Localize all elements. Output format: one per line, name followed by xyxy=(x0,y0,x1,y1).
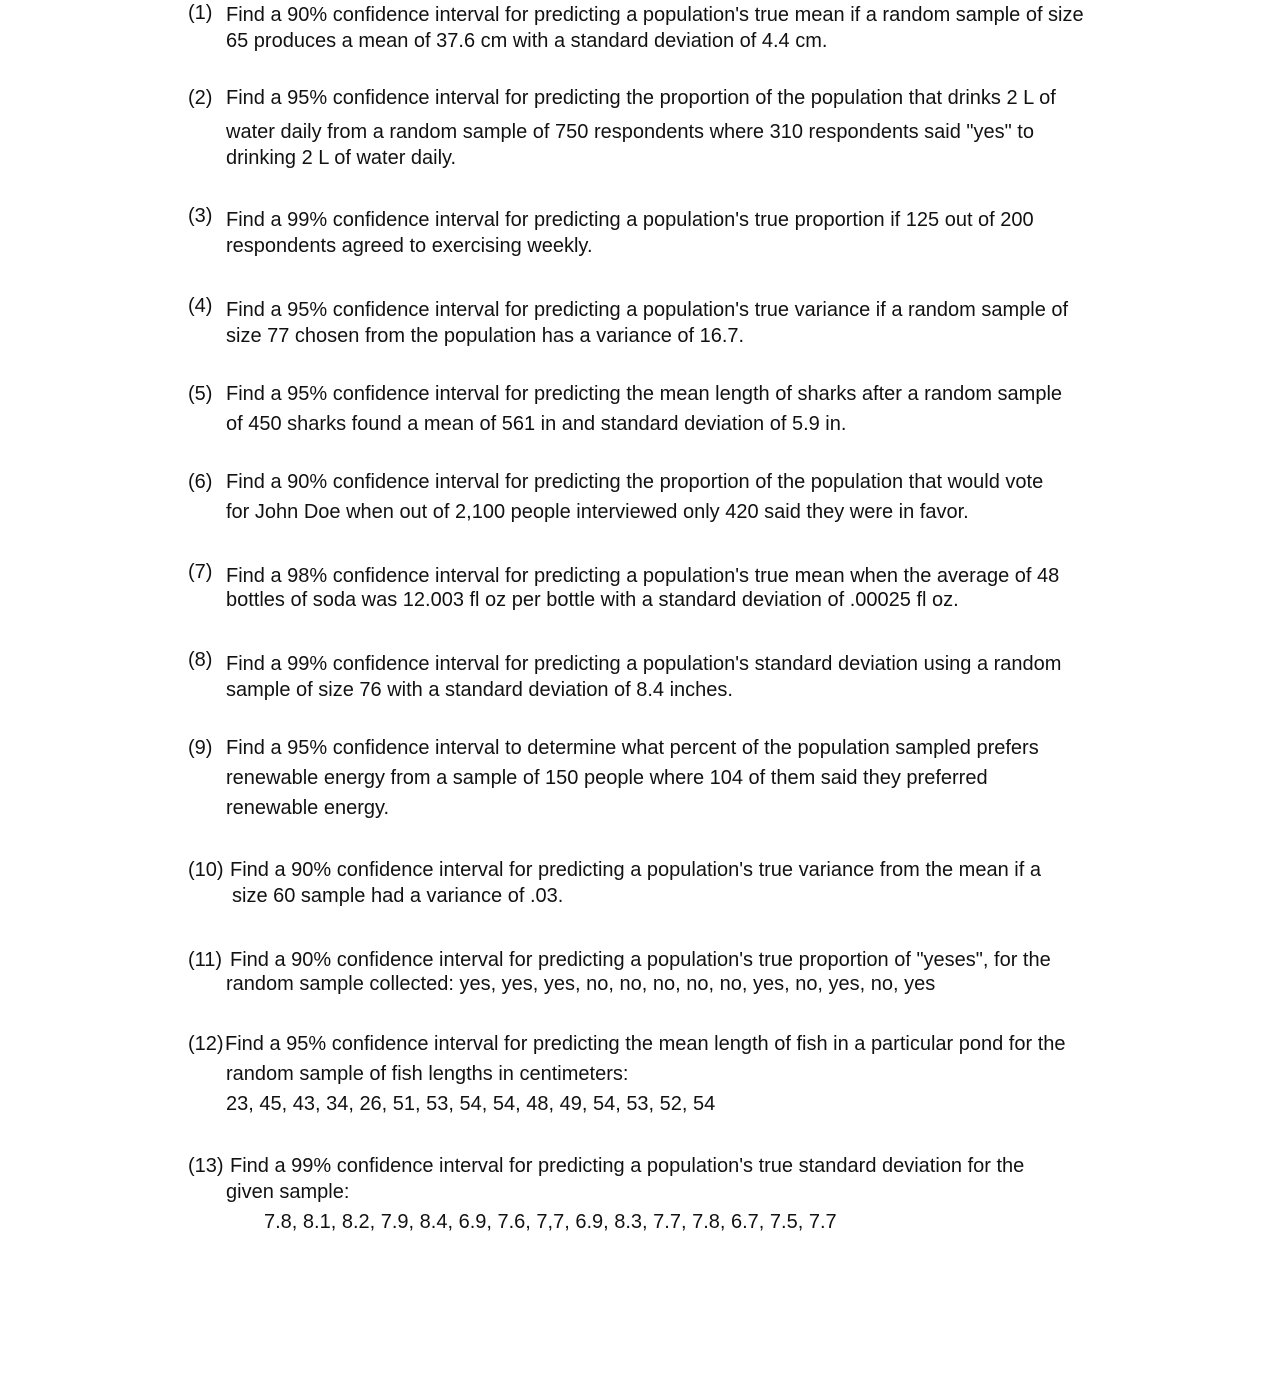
problem-text-line: water daily from a random sample of 750 respondents where 310 respondents said "yes" to xyxy=(226,121,1034,143)
problem-text-line: Find a 90% confidence interval for predicting a population's true mean if a random sample of size xyxy=(226,4,1084,26)
problem-text-line: Find a 99% confidence interval for predicting a population's true proportion if 125 out of 200 xyxy=(226,209,1034,231)
problem-text-line: renewable energy from a sample of 150 people where 104 of them said they preferred xyxy=(226,767,988,789)
problem-text-line: Find a 95% confidence interval for predicting the proportion of the population that drinks 2 L of xyxy=(226,87,1056,109)
problem-number: (2) xyxy=(188,87,213,109)
problem-text-line: random sample collected: yes, yes, yes, no, no, no, no, no, yes, no, yes, no, yes xyxy=(226,973,936,995)
problem-number: (11) xyxy=(188,949,223,971)
problem-number: (3) xyxy=(188,205,213,227)
problem-text-line: Find a 99% confidence interval for predicting a population's standard deviation using a random xyxy=(226,653,1062,675)
problem-text-line: renewable energy. xyxy=(226,797,390,819)
problem-number: (9) xyxy=(188,737,213,759)
problem-text-line: for John Doe when out of 2,100 people interviewed only 420 said they were in favor. xyxy=(226,501,969,523)
problem-text-line: Find a 95% confidence interval for predicting the mean length of fish in a particular pond for the xyxy=(225,1033,1066,1055)
sample-data-line: 7.8, 8.1, 8.2, 7.9, 8.4, 6.9, 7.6, 7,7, 6.9, 8.3, 7.7, 7.8, 6.7, 7.5, 7.7 xyxy=(264,1211,837,1233)
problem-text-line: size 60 sample had a variance of .03. xyxy=(232,885,564,907)
problem-text-line: Find a 95% confidence interval for predicting the mean length of sharks after a random sample xyxy=(226,383,1063,405)
problem-number: (6) xyxy=(188,471,213,493)
problem-text-line: Find a 95% confidence interval for predicting a population's true variance if a random sample of xyxy=(226,299,1069,321)
problem-text-line: drinking 2 L of water daily. xyxy=(226,147,457,169)
problem-text-line: Find a 90% confidence interval for predicting a population's true proportion of "yeses", for the xyxy=(230,949,1051,971)
problem-text-line: given sample: xyxy=(226,1181,350,1203)
problem-text-line: Find a 98% confidence interval for predicting a population's true mean when the average of 48 xyxy=(226,565,1060,587)
problem-number: (4) xyxy=(188,295,213,317)
problem-number: (8) xyxy=(188,649,213,671)
problem-text-line: of 450 sharks found a mean of 561 in and standard deviation of 5.9 in. xyxy=(226,413,847,435)
problem-number: (7) xyxy=(188,561,213,583)
problem-text-line: bottles of soda was 12.003 fl oz per bottle with a standard deviation of .00025 fl oz. xyxy=(226,589,959,611)
problem-text-line: random sample of fish lengths in centimeters: xyxy=(226,1063,629,1085)
problem-text-line: Find a 99% confidence interval for predicting a population's true standard deviation for the xyxy=(230,1155,1025,1177)
problem-number: (5) xyxy=(188,383,213,405)
problem-number: (10) xyxy=(188,859,224,881)
problem-text-line: size 77 chosen from the population has a variance of 16.7. xyxy=(226,325,745,347)
problem-text-line: Find a 90% confidence interval for predicting a population's true variance from the mean if a xyxy=(230,859,1041,881)
problem-number: (13) xyxy=(188,1155,224,1177)
problem-text-line: sample of size 76 with a standard deviation of 8.4 inches. xyxy=(226,679,733,701)
problem-number: (12) xyxy=(188,1033,224,1055)
problem-text-line: 65 produces a mean of 37.6 cm with a standard deviation of 4.4 cm. xyxy=(226,30,828,52)
problem-text-line: Find a 95% confidence interval to determine what percent of the population sampled prefers xyxy=(226,737,1039,759)
sample-data-line: 23, 45, 43, 34, 26, 51, 53, 54, 54, 48, 49, 54, 53, 52, 54 xyxy=(226,1093,716,1115)
problem-number: (1) xyxy=(188,2,213,24)
problem-text-line: respondents agreed to exercising weekly. xyxy=(226,235,593,257)
problem-text-line: Find a 90% confidence interval for predicting the proportion of the population that would vote xyxy=(226,471,1044,493)
